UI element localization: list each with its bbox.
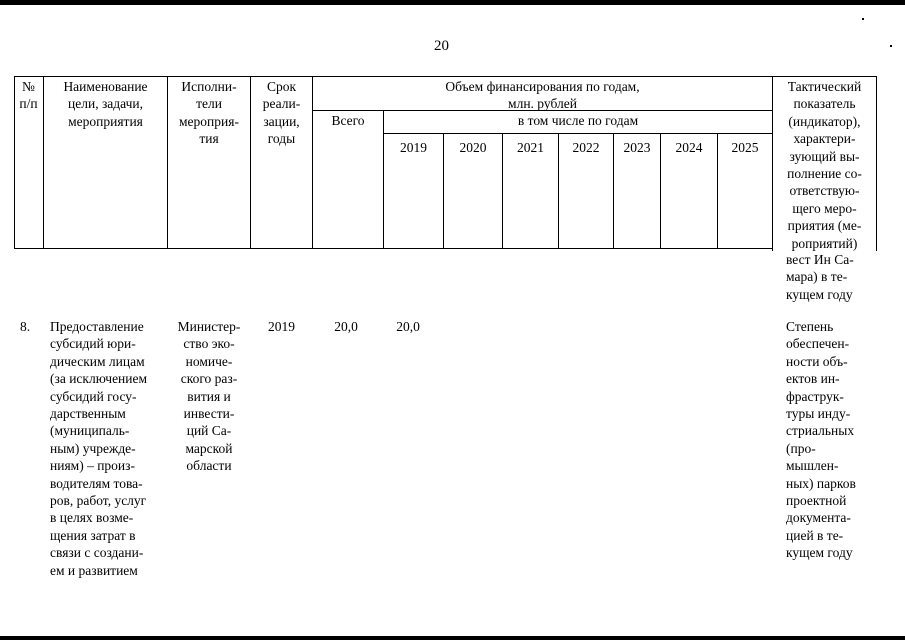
scan-speck	[890, 45, 892, 47]
page-number: 20	[434, 38, 449, 54]
header-term: Срок реали- зации, годы	[262, 79, 301, 147]
row-total: 20,0	[334, 319, 358, 334]
header-year-2022: 2022	[572, 140, 600, 155]
row-term: 2019	[268, 319, 295, 334]
header-name: Наименование цели, задачи, мероприятия	[63, 79, 148, 129]
header-executors: Исполни- тели мероприя- тия	[179, 79, 239, 147]
header-year-2023: 2023	[623, 140, 651, 155]
row-name: Предоставление субсидий юри- дическим лицам (за исключением субсидий госу- дарственным (муниципаль- ным) учрежде- ниям) – произ- водителям това- ров, работ, услуг в целях возме- щения затрат в связи с создани- ем и развитием	[50, 319, 148, 578]
header-year-2019: 2019	[400, 140, 427, 155]
header-num: № п/п	[19, 79, 38, 112]
row-indicator: Степень обеспечен- ности объ- ектов ин- фраструк- туры инду- стриальных (про- мышлен- ных) парков проектной документа- цией в те- кущем году	[786, 319, 856, 561]
header-total: Всего	[331, 113, 365, 128]
header-funding: Объем финансирования по годам, млн. рублей	[445, 79, 640, 112]
scan-speck	[862, 18, 864, 20]
row-number: 8.	[20, 319, 31, 334]
indicator-continuation: вест Ин Са- мара) в те- кущем году	[786, 252, 854, 302]
header-year-2024: 2024	[675, 140, 703, 155]
header-year-2025: 2025	[731, 140, 759, 155]
header-by-years: в том числе по годам	[517, 113, 639, 128]
scan-top-border	[0, 0, 905, 5]
scan-bottom-border	[0, 636, 905, 640]
header-year-2021: 2021	[517, 140, 544, 155]
header-indicator: Тактический показатель (индикатор), характери- зующий вы- полнение со- ответствую- щего меро- приятия (ме- роприятий)	[787, 79, 862, 251]
row-2019: 20,0	[396, 319, 420, 334]
row-executor: Министер- ство эко- номиче- ского раз- вития и инвести- ций Са- марской области	[177, 319, 241, 474]
header-year-2020: 2020	[459, 140, 487, 155]
